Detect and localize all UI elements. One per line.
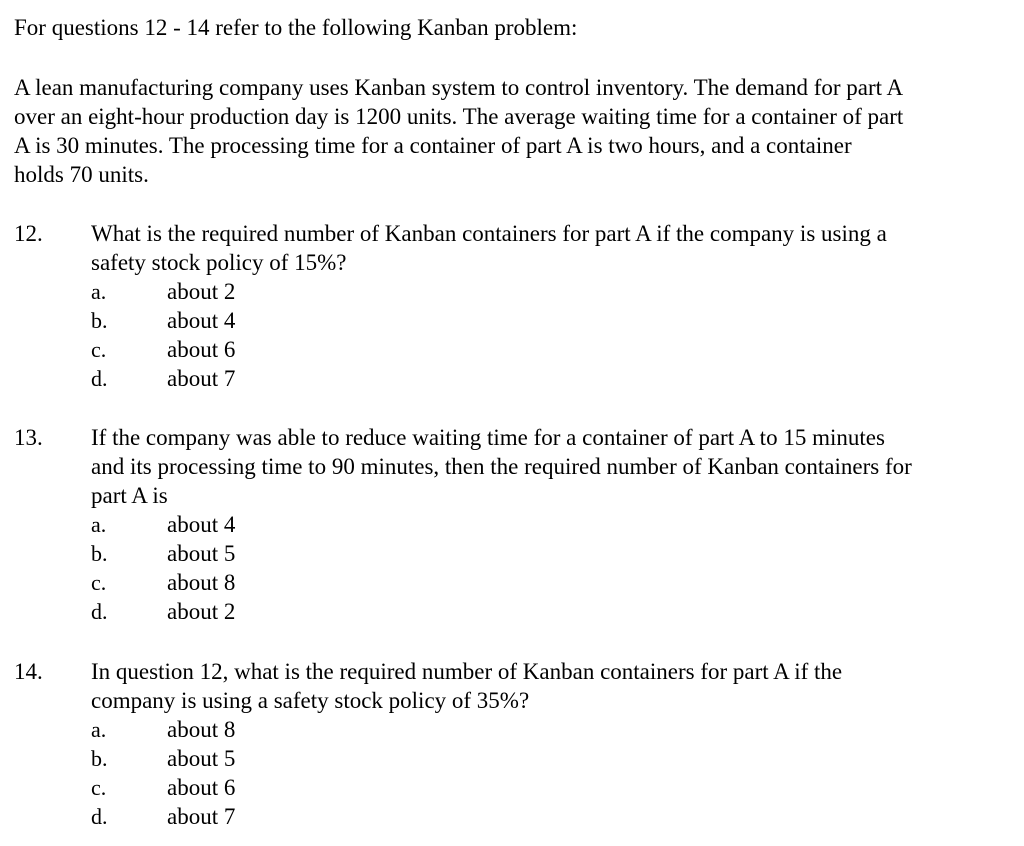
choice-letter: c. [91, 337, 107, 362]
problem-line: holds 70 units. [14, 162, 149, 187]
problem-line: A lean manufacturing company uses Kanban system to control inventory. The demand for part A [14, 75, 904, 100]
question-text: In question 12, what is the required number of Kanban containers for part A if the company is using a safety stock policy of 35%? [91, 659, 843, 713]
choice-text: about 2 [167, 279, 236, 304]
choice-text: about 6 [167, 337, 236, 362]
choice-c[interactable] [0, 568, 400, 597]
choice-c[interactable] [0, 773, 400, 802]
choice-letter: c. [91, 570, 107, 595]
choice-text: about 8 [167, 717, 236, 742]
choice-b[interactable] [0, 744, 400, 773]
choice-letter: d. [91, 599, 108, 624]
choice-a[interactable] [0, 277, 400, 306]
choice-d[interactable] [0, 802, 400, 831]
choice-letter: a. [91, 512, 107, 537]
choice-text: about 2 [167, 599, 236, 624]
choice-text: about 5 [167, 746, 236, 771]
choice-letter: d. [91, 366, 108, 391]
choice-letter: c. [91, 775, 107, 800]
choice-a[interactable] [0, 715, 400, 744]
choice-a[interactable] [0, 510, 400, 539]
question-number: 12. [14, 221, 43, 246]
intro-heading: For questions 12 - 14 refer to the following Kanban problem: [14, 15, 578, 40]
choice-d[interactable] [0, 597, 400, 626]
problem-line: over an eight-hour production day is 1200 units. The average waiting time for a container of part [14, 104, 904, 129]
choice-letter: d. [91, 804, 108, 829]
problem-line: A is 30 minutes. The processing time for a container of part A is two hours, and a container [14, 133, 852, 158]
choice-b[interactable] [0, 306, 400, 335]
choice-letter: a. [91, 279, 107, 304]
choice-d[interactable] [0, 364, 400, 393]
choice-letter: a. [91, 717, 107, 742]
problem-statement [14, 73, 1014, 189]
choice-letter: b. [91, 746, 108, 771]
choice-text: about 6 [167, 775, 236, 800]
choice-text: about 7 [167, 804, 236, 829]
choice-b[interactable] [0, 539, 400, 568]
choice-letter: b. [91, 541, 108, 566]
choice-letter: b. [91, 308, 108, 333]
question-text: If the company was able to reduce waiting time for a container of part A to 15 minutes and its processing time to 90 minutes, then the required number of Kanban containers for part A is [91, 425, 912, 508]
question-number: 13. [14, 425, 43, 450]
question-text: What is the required number of Kanban containers for part A if the company is using a safety stock policy of 15%? [91, 221, 887, 275]
choice-text: about 7 [167, 366, 236, 391]
choice-text: about 8 [167, 570, 236, 595]
question-number: 14. [14, 659, 43, 684]
choice-text: about 4 [167, 308, 236, 333]
choice-c[interactable] [0, 335, 400, 364]
choice-text: about 4 [167, 512, 236, 537]
choice-text: about 5 [167, 541, 236, 566]
